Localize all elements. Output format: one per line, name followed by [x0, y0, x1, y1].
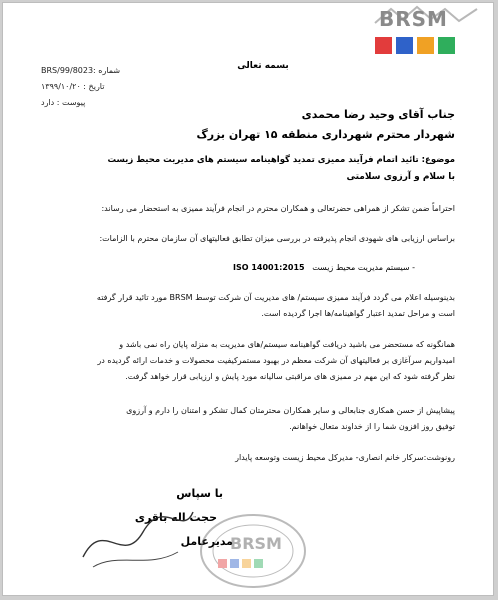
- letter-subject: موضوع: تائید اتمام فرآیند ممیزی تمدید گواهینامه سیستم های مدیریت محیط زیست: [107, 155, 455, 165]
- paragraph-5-line-2: توفیق روز افزون شما را از خداوند متعال خواهانم.: [289, 422, 455, 431]
- paragraph-4-line-1: همانگونه که مستحضر می باشید دریافت گواهینامه سیستم/های مدیریت به منزله پایان راه نمی باشد و: [119, 340, 455, 349]
- letter-date: تاریخ : ۱۳۹۹/۱۰/۲۰: [41, 82, 105, 91]
- greeting: با سلام و آرزوی سلامتی: [346, 172, 455, 182]
- carbon-copy: رونوشت:سرکار خانم انصاری- مدیرکل محیط زیست وتوسعه پایدار: [235, 453, 455, 462]
- logo-square-orange: [417, 37, 434, 54]
- paragraph-4: [31, 337, 455, 385]
- paragraph-4-line-3: نظر گرفته شود که این مهم در ممیزی های مراقبتی سالیانه مورد پایش و ارزیابی قرار خواهد گرفت.: [125, 372, 455, 381]
- paragraph-4-line-2: امیدواریم سرآغازی بر فعالیتهای آن شرکت معظم در بهبود مستمرکیفیت محصولات و خدمات ارائه گردیده در: [97, 356, 455, 365]
- recipient-title: شهردار محترم شهرداری منطقه ۱۵ تهران بزرگ: [196, 128, 455, 141]
- letter-meta: [41, 63, 161, 111]
- standard-code: ISO 14001:2015: [233, 263, 305, 272]
- logo-square-red: [375, 37, 392, 54]
- signer-name: حجت اله باقری: [134, 511, 217, 524]
- logo-square-blue: [396, 37, 413, 54]
- stamp-text: BRSM: [230, 534, 282, 553]
- stamp-icon: [198, 511, 308, 591]
- paragraph-5-line-1: پیشاپیش از حسن همکاری جنابعالی و سایر همکاران محترمتان کمال تشکر و امتنان را دارم و آرزوی: [126, 406, 455, 415]
- paragraph-3-line-2: است و مراحل تمدید اعتبار گواهینامه/ها اجرا گردیده است.: [261, 309, 455, 318]
- paragraph-5: [31, 403, 455, 435]
- letter-attachment: پیوست : دارد: [41, 98, 86, 107]
- logo-square-green: [438, 37, 455, 54]
- handwritten-signature-icon: [73, 497, 203, 577]
- letter-page: [2, 2, 494, 596]
- logo-squares: [375, 37, 455, 54]
- signature-closing: با سپاس: [176, 487, 223, 500]
- bismillah-heading: بسمه تعالی: [237, 61, 289, 71]
- recipient-name: جناب آقای وحید رضا محمدی: [301, 108, 455, 121]
- logo-text: BRSM: [379, 7, 448, 31]
- standard-name: - سیستم مدیریت محیط زیست: [312, 263, 415, 272]
- letter-number: BRS/99/8023: شماره: [41, 66, 121, 75]
- paragraph-1: احتراماً ضمن تشکر از همراهی حضرتعالی و همکاران محترم در انجام فرآیند ممیزی به استحضار می رساند:: [101, 204, 455, 213]
- company-stamp: [198, 511, 308, 591]
- paragraph-2: براساس ارزیابی های شهودی انجام پذیرفته در بررسی میزان تطابق فعالیتهای آن سازمان محترم با الزامات:: [99, 234, 455, 243]
- paragraph-3-line-1: بدینوسیله اعلام می گردد فرآیند ممیزی سیستم/ های مدیریت آن شرکت توسط BRSM مورد تائید قرار گرفته: [96, 293, 455, 302]
- brsm-logo: [373, 5, 483, 60]
- recipient-address: [35, 105, 455, 145]
- signer-title: مدیرعامل: [180, 535, 233, 548]
- paragraph-3: [31, 290, 455, 322]
